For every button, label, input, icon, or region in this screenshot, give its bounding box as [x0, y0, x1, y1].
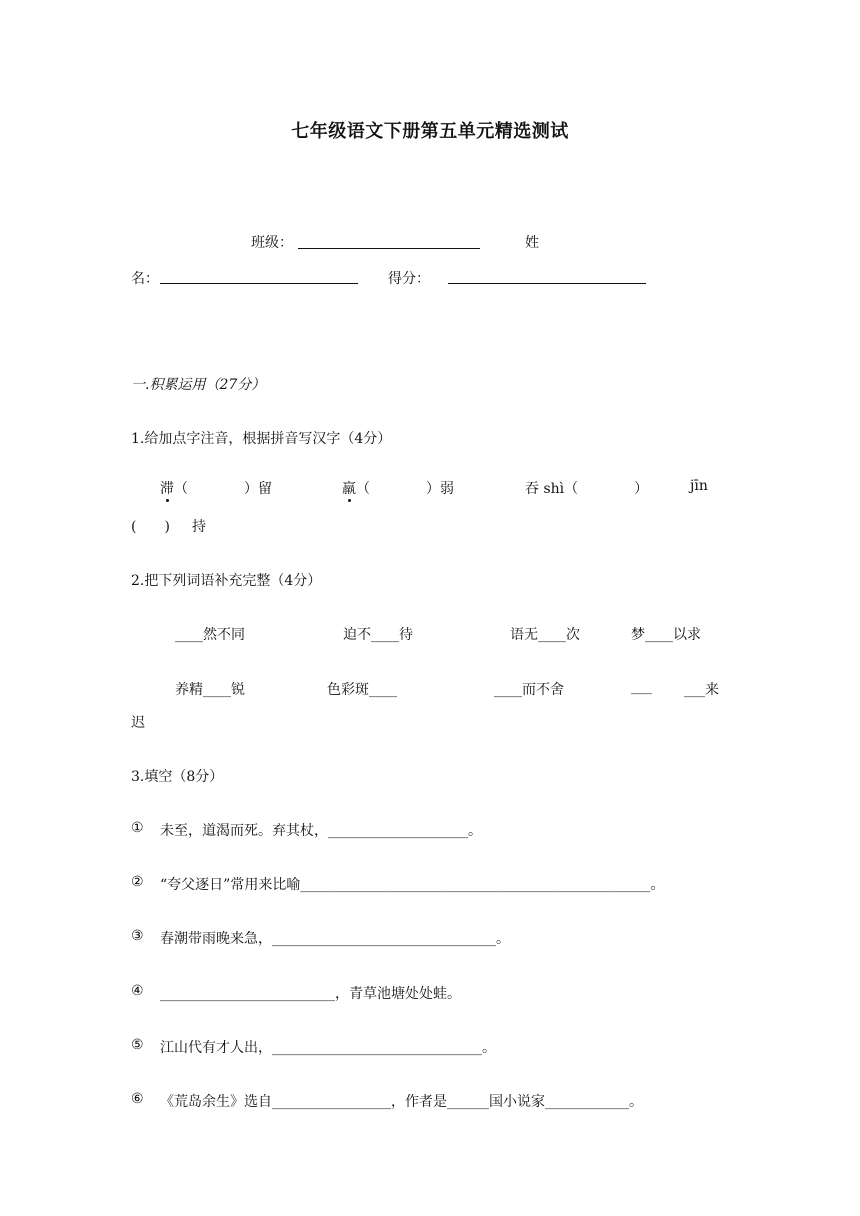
section-heading: 一.积累运用（27分） — [131, 377, 266, 393]
q3-item-number: ② — [131, 874, 144, 890]
q2-word: 迫不____待 — [343, 627, 413, 643]
q1-item-4-text: 持 — [192, 519, 206, 535]
q3-item-number: ③ — [131, 928, 144, 944]
q3-item-text: 江山代有才人出，______________________________。 — [160, 1040, 496, 1056]
name-label-part1: 姓 — [525, 235, 539, 251]
q2-word-wrap: 迟 — [131, 715, 145, 731]
score-label: 得分： — [388, 271, 430, 287]
question-2-heading: 2.把下列词语补充完整（4分） — [131, 573, 322, 589]
q3-item-number: ⑥ — [131, 1091, 144, 1107]
q3-item-number: ① — [131, 820, 144, 836]
q2-word: ___来 — [684, 682, 719, 698]
answer-paren[interactable]: （ ） — [356, 481, 440, 497]
item-text: 弱 — [440, 481, 454, 497]
q1-item-4-pinyin: jīn — [690, 478, 708, 494]
page-title: 七年级语文下册第五单元精选测试 — [291, 121, 569, 142]
question-1-heading: 1.给加点字注音，根据拼音写汉字（4分） — [131, 431, 392, 447]
q1-item-3: 吞 shì（ ） — [525, 481, 649, 497]
q3-item-text: 春潮带雨晚来急，________________________________。 — [160, 931, 510, 947]
q1-item-1 — [160, 478, 272, 498]
q2-word: 养精____锐 — [175, 682, 245, 698]
q3-item-text: 未至，道渴而死。弃其杖，____________________。 — [160, 823, 482, 839]
q3-item-text: 《荒岛余生》选自_________________，作者是______国小说家____________。 — [160, 1094, 643, 1110]
score-field-line[interactable] — [448, 283, 646, 284]
q2-word: 色彩斑____ — [327, 682, 397, 698]
dotted-char: 羸 — [342, 478, 356, 498]
q2-word: 梦____以求 — [631, 627, 701, 643]
name-label-part2: 名： — [131, 271, 159, 287]
q2-word: 语无____次 — [510, 627, 580, 643]
class-field-line[interactable] — [298, 248, 480, 249]
q3-item-number: ④ — [131, 983, 144, 999]
q2-word: ____而不舍 — [494, 682, 564, 698]
answer-paren[interactable]: （ ） — [174, 481, 258, 497]
q1-item-4-paren[interactable]: ( ) — [131, 519, 170, 535]
dotted-char: 滞 — [160, 478, 174, 498]
q3-item-text: _________________________，青草池塘处处蛙。 — [160, 986, 461, 1002]
q2-word: ____然不同 — [175, 627, 245, 643]
class-label: 班级： — [251, 235, 293, 251]
q3-item-text: “夸父逐日”常用来比喻__________________________________________________。 — [160, 877, 665, 893]
q3-item-number: ⑤ — [131, 1037, 144, 1053]
q2-word: ___ — [631, 679, 652, 695]
name-field-line[interactable] — [160, 283, 358, 284]
q1-item-2 — [342, 478, 454, 498]
question-3-heading: 3.填空（8分） — [131, 769, 224, 785]
item-text: 留 — [258, 481, 272, 497]
